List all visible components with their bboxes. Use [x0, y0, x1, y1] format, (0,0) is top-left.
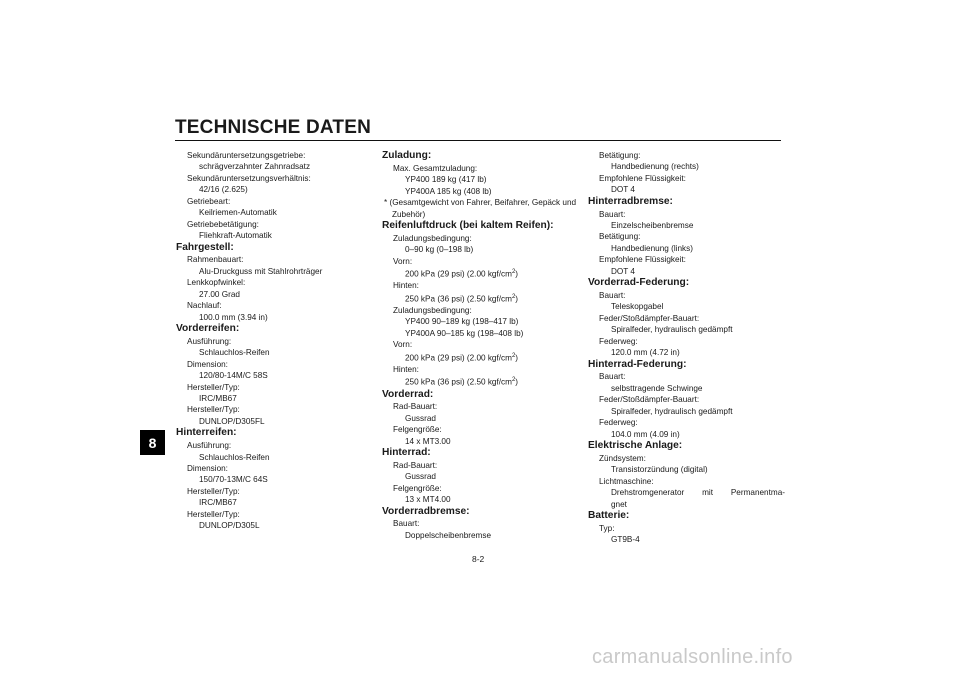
spec-label: Hersteller/Typ: — [187, 509, 240, 519]
chapter-tab: 8 — [140, 430, 165, 455]
spec-label: Empfohlene Flüssigkeit: — [599, 173, 686, 183]
spec-label: Sekundäruntersetzungsverhältnis: — [187, 173, 311, 183]
spec-value: gnet — [611, 499, 627, 509]
superscript: 2 — [511, 352, 516, 359]
spec-value-text: 200 kPa (29 psi) (2.00 kgf/cm — [405, 269, 512, 279]
spec-value: DOT 4 — [611, 185, 635, 195]
spec-label: Getriebeart: — [187, 196, 231, 206]
spec-label: Ausführung: — [187, 441, 232, 451]
spec-label: Zuladungsbedingung: — [393, 305, 472, 315]
spec-value: YP400 90–189 kg (198–417 lb) — [405, 317, 519, 327]
spec-label: Hinten: — [393, 281, 419, 291]
spec-label: Getriebebetätigung: — [187, 219, 259, 229]
spec-value-text: 200 kPa (29 psi) (2.00 kgf/cm — [405, 353, 512, 363]
spec-value: IRC/MB67 — [199, 394, 237, 404]
spec-value: Handbedienung (rechts) — [611, 162, 699, 172]
spec-label: Lichtmaschine: — [599, 476, 654, 486]
spec-value-suffix: ) — [515, 353, 519, 363]
section-heading: Vorderrad: — [382, 388, 434, 400]
spec-value-suffix: ) — [515, 378, 519, 388]
spec-value: Spiralfeder, hydraulisch gedämpft — [611, 406, 733, 416]
spec-value: Gussrad — [405, 413, 436, 423]
watermark: carmanualsonline.info — [592, 646, 793, 668]
spec-label: Hinten: — [393, 364, 419, 374]
spec-label: Typ: — [599, 523, 615, 533]
spec-label: Bauart: — [599, 209, 626, 219]
spec-value: Gussrad — [405, 472, 436, 482]
spec-value: IRC/MB67 — [199, 498, 237, 508]
spec-value: Fliehkraft-Automatik — [199, 231, 272, 241]
spec-value: Drehstromgenerator mit Permanentma- — [611, 488, 785, 498]
spec-value: YP400 189 kg (417 lb) — [405, 175, 487, 185]
spec-label: Hersteller/Typ: — [187, 382, 240, 392]
spec-value: 100.0 mm (3.94 in) — [199, 312, 268, 322]
spec-label: Bauart: — [599, 290, 626, 300]
superscript: 2 — [511, 377, 516, 384]
spec-value — [382, 292, 582, 305]
spec-value-text: 250 kPa (36 psi) (2.50 kgf/cm — [405, 378, 512, 388]
spec-value: 13 x MT4.00 — [405, 495, 451, 505]
spec-label: Felgengröße: — [393, 483, 442, 493]
spec-label: Federweg: — [599, 418, 638, 428]
page-title: TECHNISCHE DATEN — [175, 117, 372, 138]
spec-label: Nachlauf: — [187, 301, 222, 311]
spec-label: Zündsystem: — [599, 453, 646, 463]
spec-label: Federweg: — [599, 336, 638, 346]
section-heading: Vorderreifen: — [176, 323, 240, 335]
spec-label: Zuladungsbedingung: — [393, 233, 472, 243]
spec-label: Feder/Stoßdämpfer-Bauart: — [599, 313, 700, 323]
spec-value: 14 x MT3.00 — [405, 436, 451, 446]
section-heading: Reifenluftdruck (bei kaltem Reifen): — [382, 219, 554, 231]
spec-value: Schlauchlos-Reifen — [199, 348, 270, 358]
spec-label: Feder/Stoßdämpfer-Bauart: — [599, 395, 700, 405]
section-heading: Vorderradbremse: — [382, 505, 470, 517]
spec-value: selbsttragende Schwinge — [611, 383, 703, 393]
spec-label: Felgengröße: — [393, 425, 442, 435]
spec-value: YP400A 90–185 kg (198–408 lb) — [405, 328, 524, 338]
spec-label: Dimension: — [187, 359, 228, 369]
spec-value: 120/80-14M/C 58S — [199, 371, 268, 381]
section-heading: Hinterrad: — [382, 447, 431, 459]
spec-label: Rahmenbauart: — [187, 255, 244, 265]
spec-value-text: 250 kPa (36 psi) (2.50 kgf/cm — [405, 294, 512, 304]
section-heading: Hinterreifen: — [176, 427, 237, 439]
spec-value: DUNLOP/D305FL — [199, 416, 265, 426]
spec-label: Betätigung: — [599, 232, 641, 242]
section-heading: Fahrgestell: — [176, 241, 234, 253]
spec-label: Lenkkopfwinkel: — [187, 278, 246, 288]
spec-column-3 — [588, 150, 788, 546]
spec-value — [382, 351, 582, 364]
spec-value — [382, 267, 582, 280]
spec-label: Hersteller/Typ: — [187, 486, 240, 496]
spec-value: Teleskopgabel — [611, 302, 664, 312]
spec-label: Rad-Bauart: — [393, 402, 438, 412]
superscript: 2 — [511, 293, 516, 300]
superscript: 2 — [511, 269, 516, 276]
spec-value: 104.0 mm (4.09 in) — [611, 429, 680, 439]
spec-label: Empfohlene Flüssigkeit: — [599, 255, 686, 265]
spec-column-1 — [176, 150, 376, 532]
spec-label: Rad-Bauart: — [393, 460, 438, 470]
page-number: 8-2 — [472, 554, 485, 564]
spec-value: Keilriemen-Automatik — [199, 208, 277, 218]
spec-value-suffix: ) — [515, 269, 519, 279]
spec-label: Sekundäruntersetzungsgetriebe: — [187, 151, 306, 160]
spec-value: 120.0 mm (4.72 in) — [611, 348, 680, 358]
title-rule — [175, 140, 781, 141]
section-heading: Batterie: — [588, 510, 630, 522]
spec-label: Hersteller/Typ: — [187, 405, 240, 415]
spec-value: DUNLOP/D305L — [199, 521, 260, 531]
spec-value — [382, 375, 582, 388]
spec-label: Vorn: — [393, 340, 413, 350]
section-heading: Zuladung: — [382, 150, 432, 161]
spec-label: Betätigung: — [599, 151, 641, 160]
spec-value: schrägverzahnter Zahnradsatz — [199, 162, 311, 172]
spec-value: DOT 4 — [611, 266, 635, 276]
section-heading: Elektrische Anlage: — [588, 440, 683, 452]
spec-label: Vorn: — [393, 256, 413, 266]
spec-label: Dimension: — [187, 463, 228, 473]
spec-value: 150/70-13M/C 64S — [199, 475, 268, 485]
spec-label: Ausführung: — [187, 336, 232, 346]
spec-value: 27.00 Grad — [199, 289, 240, 299]
spec-value: Schlauchlos-Reifen — [199, 452, 270, 462]
spec-value: Doppelscheibenbremse — [405, 530, 492, 540]
spec-value: YP400A 185 kg (408 lb) — [405, 186, 492, 196]
spec-label: Bauart: — [599, 372, 626, 382]
spec-value: Einzelscheibenbremse — [611, 220, 694, 230]
spec-value: 0–90 kg (0–198 lb) — [405, 245, 474, 255]
spec-value: Spiralfeder, hydraulisch gedämpft — [611, 325, 733, 335]
section-heading: Hinterrad-Federung: — [588, 358, 687, 370]
spec-column-2 — [382, 150, 582, 541]
spec-value: Alu-Druckguss mit Stahlrohrträger — [199, 266, 323, 276]
spec-note: * (Gesamtgewicht von Fahrer, Beifahrer, Gepäck und Zubehör) — [384, 198, 577, 219]
spec-label: Bauart: — [393, 519, 420, 529]
spec-value: GT9B-4 — [611, 535, 640, 545]
spec-value: 42/16 (2.625) — [199, 185, 248, 195]
spec-label: Max. Gesamtzuladung: — [393, 163, 478, 173]
spec-value: Handbedienung (links) — [611, 243, 693, 253]
spec-value-suffix: ) — [515, 294, 519, 304]
spec-value: Transistorzündung (digital) — [611, 465, 708, 475]
section-heading: Hinterradbremse: — [588, 195, 673, 207]
section-heading: Vorderrad-Federung: — [588, 277, 690, 289]
